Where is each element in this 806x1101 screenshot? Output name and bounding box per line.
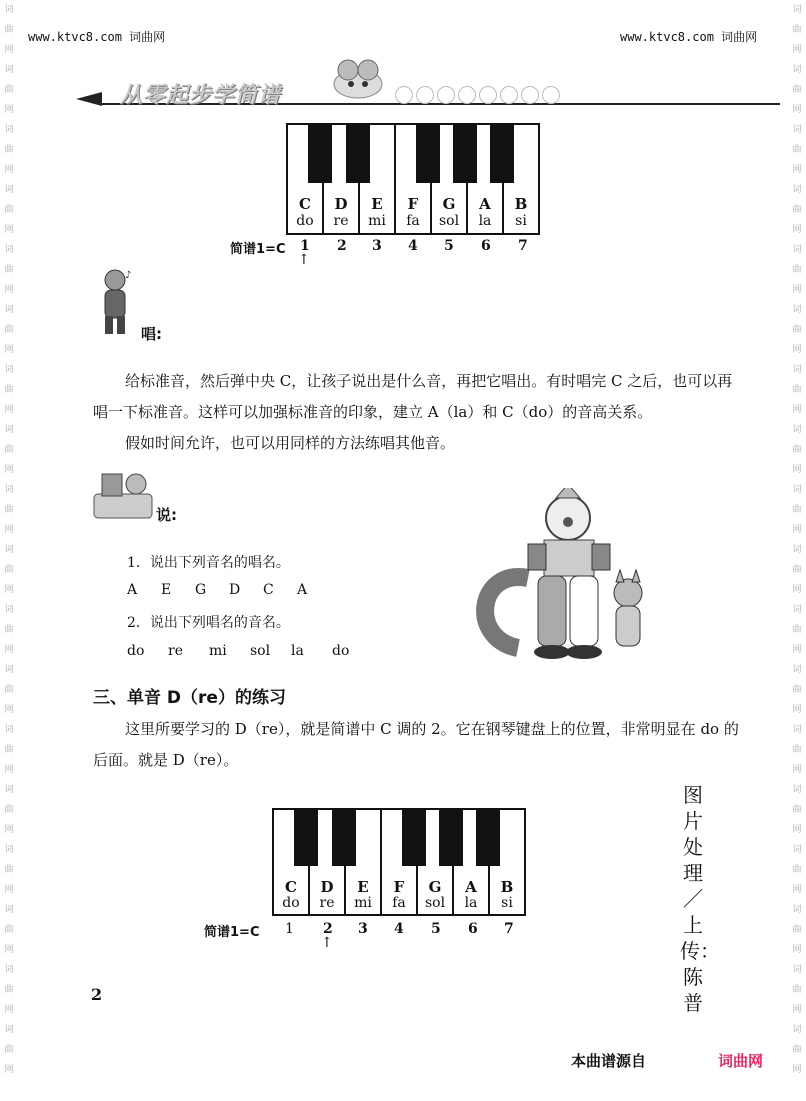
key-solfege: do [282,895,300,911]
solfege-item: sol [250,643,271,659]
jianpu-num: 6 [481,238,491,254]
singer-illustration [95,266,137,338]
key-solfege: fa [392,895,406,911]
key-solfege: si [501,895,513,911]
solfege-item: do [127,643,145,659]
say-label: 说: [156,506,177,524]
key-solfege: mi [368,213,386,229]
say-question-2: 2．说出下列唱名的音名。 [127,615,290,631]
solfege-item: do [332,643,350,659]
clown-with-letter-c-illustration [458,488,658,668]
key-solfege: do [296,213,314,229]
banner-title: 从零起步学简谱 [120,83,282,108]
header-url-right[interactable]: www.ktvc8.com 词曲网 [620,30,758,44]
key-name: F [407,195,419,213]
pointer-arrow-1: ↑ [298,252,310,268]
black-key [294,808,318,866]
section-title-d-re: 三、单音 D（re）的练习 [93,688,286,708]
key-name: E [371,195,383,213]
note-letter: A [127,582,138,598]
say-question-1: 1．说出下列音名的唱名。 [127,555,290,571]
jianpu-num: 2 [337,238,347,254]
key-name: F [393,878,405,896]
key-name: G [428,878,442,896]
heart-creature-illustration [318,56,398,102]
key-name: C [299,195,311,213]
note-letter: G [195,582,207,598]
black-key [308,123,332,183]
pointer-arrow-2: ↑ [321,935,333,951]
key-name: E [357,878,369,896]
key-solfege: fa [406,213,420,229]
jianpu-num: 7 [504,921,514,937]
key-name: D [320,878,334,896]
jianpu-num: 5 [431,921,441,937]
footer-source-label: 本曲谱源自 [571,1052,647,1070]
key-solfege: mi [354,895,372,911]
key-name: G [442,195,456,213]
jianpu-num: 1 [285,921,294,937]
header-url-left[interactable]: www.ktvc8.com 词曲网 [28,30,166,44]
sing-label: 唱: [141,325,162,343]
note-letter-list [127,582,331,598]
black-key [402,808,426,866]
key-solfege: sol [424,895,446,911]
key-name: A [479,195,491,213]
upload-credit-vertical: 图片处理／上传：陈普 [680,783,720,1015]
jianpu-label: 简谱1=C [230,242,286,257]
jianpu-num: 3 [372,238,382,254]
sing-paragraph-2: 假如时间允许，也可以用同样的方法练唱其他音。 [125,434,456,452]
key-name: D [334,195,348,213]
key-name: A [465,878,477,896]
piano-keyboard-1 [286,123,541,235]
solfege-item: mi [209,643,227,659]
page-number: 2 [91,985,103,1004]
banner-decorative-circles [395,86,563,108]
note-letter: E [161,582,172,598]
key-solfege: sol [438,213,460,229]
right-watermark-column: 词曲网词曲网词曲网词曲网词曲网词曲网词曲网词曲网词曲网词曲网词曲网词曲网词曲网词曲网词曲网词曲网词曲网词曲网 [792,5,802,1075]
black-key [439,808,463,866]
solfege-item: re [168,643,183,659]
key-name: B [514,195,528,213]
jianpu-row-1 [230,238,285,257]
key-name: B [500,878,514,896]
solfege-item: la [291,643,304,659]
black-key [490,123,514,183]
key-solfege: la [464,895,478,911]
jianpu-num: 3 [358,921,368,937]
section3-paragraph: 这里所要学习的 D（re），就是简谱中 C 调的 2。它在钢琴键盘上的位置，非常明显在 do 的后面。就是 D（re）。 [93,720,739,769]
banner-arrow [76,92,102,106]
svg-text:♪: ♪ [125,270,132,281]
jianpu-num: 2 [323,921,333,937]
key-solfege: re [319,895,335,911]
note-letter: D [229,582,241,598]
jianpu-num: 1 [300,238,310,254]
jianpu-num: 6 [468,921,478,937]
key-solfege: la [478,213,492,229]
jianpu-num: 4 [408,238,418,254]
jianpu-num: 5 [444,238,454,254]
footer-brand-link[interactable]: 词曲网 [718,1052,764,1070]
black-key [416,123,440,183]
sing-paragraph-1: 给标准音，然后弹中央 C，让孩子说出是什么音，再把它唱出。有时唱完 C 之后，也可以再唱一下标准音。这样可以加强标准音的印象，建立 A（la）和 C（do）的音高关系。 [93,372,733,421]
speaker-illustration [92,470,156,522]
left-watermark-column: 词曲网词曲网词曲网词曲网词曲网词曲网词曲网词曲网词曲网词曲网词曲网词曲网词曲网词曲网词曲网词曲网词曲网词曲网 [4,5,14,1075]
jianpu-num: 4 [394,921,404,937]
key-solfege: re [333,213,349,229]
note-letter: C [263,582,274,598]
piano-keyboard-2 [272,808,528,916]
jianpu-row-2 [204,921,259,940]
black-key [453,123,477,183]
key-name: C [285,878,297,896]
solfege-list [127,643,373,659]
black-key [346,123,370,183]
key-solfege: si [515,213,527,229]
black-key [476,808,500,866]
jianpu-num: 7 [518,238,528,254]
black-key [332,808,356,866]
note-letter: A [297,582,308,598]
jianpu-label: 简谱1=C [204,925,260,940]
